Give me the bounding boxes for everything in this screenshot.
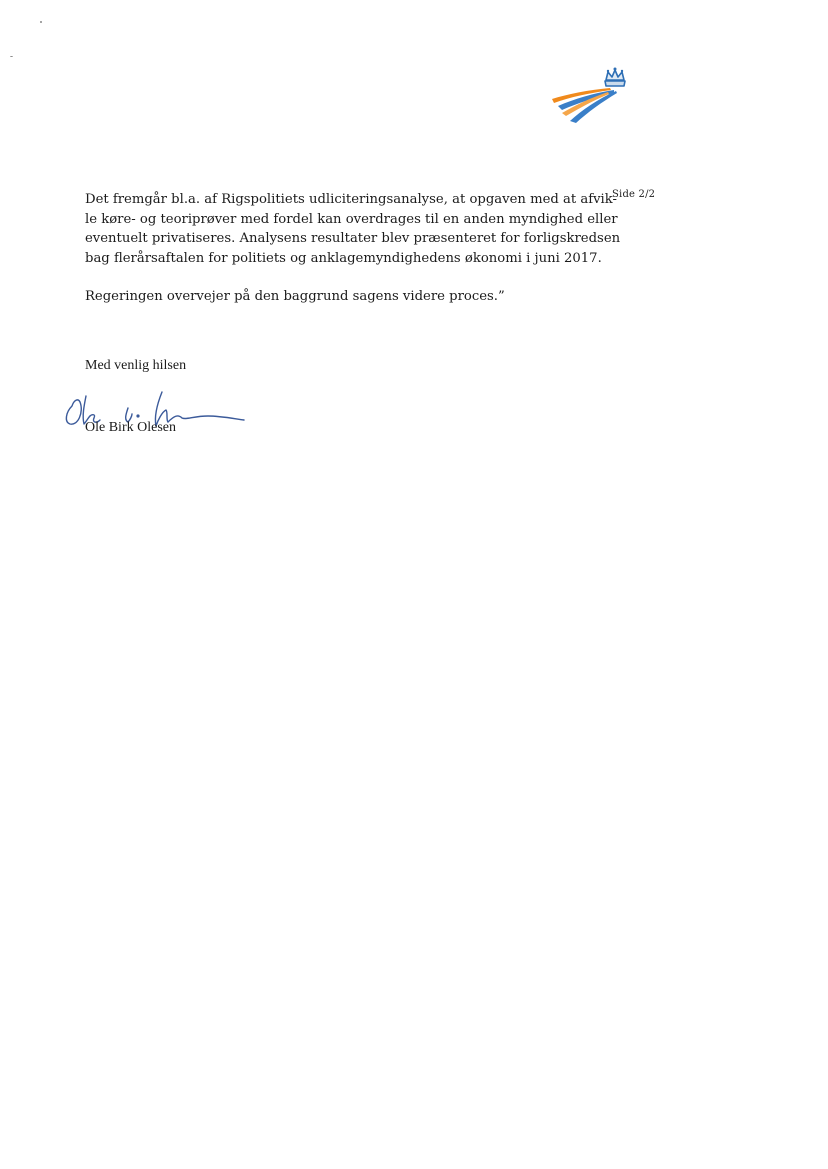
paragraph-2 [85,287,585,307]
crown-icon [605,68,625,87]
scan-speck [10,56,13,57]
closing-greeting: Med venlig hilsen [85,358,187,373]
page-number: Side 2/2 [612,189,656,200]
letter-body [85,190,621,307]
signatory-name: Ole Birk Olesen [85,420,176,435]
paragraph-line: Det fremgår bl.a. af Rigspolitiets udliciteringsanalyse, at opgaven med at afvik- [85,192,617,207]
paragraph-line: le køre- og teoriprøver med fordel kan overdrages til en anden myndighed eller [85,211,618,227]
paragraph-line: eventuelt privatiseres. Analysens resultater blev præsenteret for forligskredsen [85,231,621,246]
paragraph-1 [85,190,621,268]
ministry-logo-icon [548,66,630,126]
paragraph-line: Regeringen overvejer på den baggrund sagens videre proces.” [85,289,505,304]
paragraph-line: bag flerårsaftalen for politiets og anklagemyndighedens økonomi i juni 2017. [85,250,602,266]
scan-speck [40,21,42,23]
road-swoosh-icon [552,88,617,123]
